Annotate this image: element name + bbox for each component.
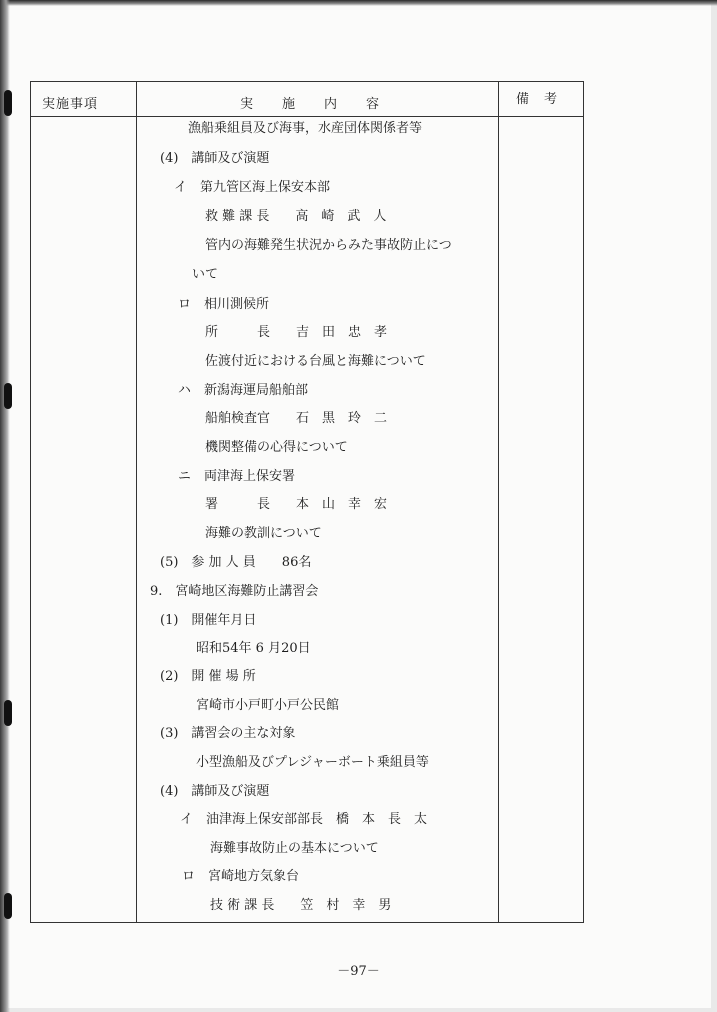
text-line: (2) 開 催 場 所 (160, 669, 256, 684)
text-line: 船舶検査官 石 黒 玲 二 (205, 411, 388, 426)
binder-hole (4, 700, 12, 726)
header-divider (31, 116, 583, 117)
text-line: ハ 新潟海運局船舶部 (178, 383, 309, 398)
scan-top-edge (0, 0, 717, 6)
text-line: 漁船乗組員及び海事，水産団体関係者等 (188, 121, 423, 136)
binder-hole (4, 90, 12, 116)
column-divider (498, 82, 499, 922)
page-number: －97－ (337, 964, 380, 979)
text-line: (1) 開催年月日 (160, 613, 257, 628)
text-line: 署 長 本 山 幸 宏 (205, 497, 388, 512)
text-line: ロ 相川測候所 (178, 297, 270, 312)
binder-hole (4, 383, 12, 409)
text-line: 管内の海難発生状況からみた事故防止につ (205, 238, 452, 253)
text-line: (4) 講師及び演題 (160, 784, 270, 799)
text-line: ロ 宮崎地方気象台 (182, 869, 300, 884)
text-line: ニ 両津海上保安署 (178, 469, 296, 484)
header-implementation-item: 実施事項 (42, 97, 99, 112)
text-line: 佐渡付近における台風と海難について (205, 354, 426, 369)
text-line: 小型漁船及びプレジャーボート乗組員等 (196, 755, 429, 770)
text-line: 技 術 課 長 笠 村 幸 男 (210, 898, 392, 913)
binder-hole (4, 893, 12, 919)
text-line: イ 第九管区海上保安本部 (174, 180, 331, 195)
text-line: 救 難 課 長 高 崎 武 人 (205, 209, 387, 224)
text-line: いて (192, 267, 219, 282)
text-line: 機関整備の心得について (205, 440, 348, 455)
header-implementation-content: 実 施 内 容 (240, 97, 381, 112)
text-line: 海難の教訓について (205, 526, 322, 541)
text-line: 宮崎市小戸町小戸公民館 (196, 698, 340, 713)
text-line: (4) 講師及び演題 (160, 151, 270, 166)
text-line: (3) 講習会の主な対象 (160, 726, 296, 741)
text-line: (5) 参 加 人 員 86名 (160, 555, 312, 570)
scan-left-edge (0, 0, 10, 1012)
text-line: 所 長 吉 田 忠 孝 (205, 325, 388, 340)
text-line: 昭和54年 6 月20日 (196, 641, 311, 656)
text-line: 9. 宮崎地区海難防止講習会 (150, 584, 319, 599)
column-divider (136, 82, 137, 922)
text-line: 海難事故防止の基本について (210, 841, 379, 856)
header-remarks: 備 考 (516, 92, 559, 107)
text-line: イ 油津海上保安部部長 橋 本 長 太 (180, 812, 428, 827)
